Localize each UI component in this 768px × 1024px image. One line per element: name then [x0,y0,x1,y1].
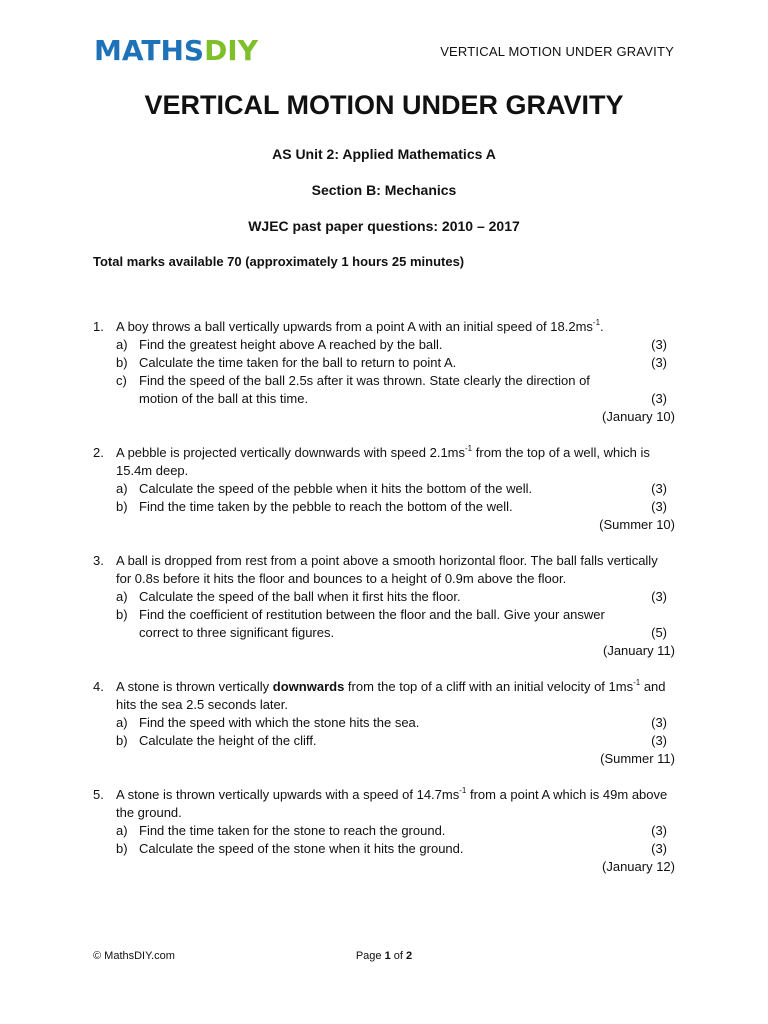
question-part [93,606,675,642]
logo-maths: MATHS [94,34,205,67]
exam-session: (January 11) [602,643,675,658]
question-item [93,678,675,768]
question-text: A stone is thrown vertically [116,679,273,694]
question-stem [93,786,675,822]
question-number: 2. [93,445,104,460]
part-marks: (3) [651,823,667,838]
part-text-continued: correct to three significant figures. [139,625,335,640]
superscript: -1 [465,444,473,453]
section-subtitle: Section B: Mechanics [311,182,457,198]
question-text-end: . [600,319,604,334]
question-part [93,840,675,858]
part-label: b) [116,355,128,370]
question-part [93,354,675,372]
question-part [93,714,675,732]
part-marks: (3) [651,589,667,604]
question-stem [93,678,675,714]
question-number: 4. [93,679,104,694]
part-marks: (3) [651,391,667,406]
total-marks: Total marks available 70 (approximately 1 hours 25 minutes) [93,254,465,269]
question-item [93,552,675,660]
question-part [93,822,675,840]
question-text: A pebble is projected vertically downwards with speed 2.1ms [116,445,466,460]
question-number: 3. [93,553,104,568]
part-label: a) [116,715,128,730]
part-marks: (5) [651,625,667,640]
emphasis-text: downwards [272,679,345,694]
question-item [93,786,675,876]
part-label: a) [116,337,128,352]
question-list [93,318,675,894]
part-label: a) [116,481,128,496]
question-part [93,588,675,606]
footer-copyright: © MathsDIY.com [93,950,175,962]
part-text: Calculate the speed of the stone when it hits the ground. [139,841,464,856]
exam-session: (January 10) [602,409,675,424]
part-text: Find the time taken for the stone to reach the ground. [139,823,446,838]
question-stem [93,444,675,480]
running-header-title: VERTICAL MOTION UNDER GRAVITY [440,44,674,59]
question-text-end: from a point A which is 49m above the ground. [116,787,668,820]
part-text: Calculate the time taken for the ball to return to point A. [139,355,457,370]
question-text: A stone is thrown vertically upwards with a speed of 14.7ms [116,787,460,802]
page-current: 1 [384,950,391,962]
source-subtitle: WJEC past paper questions: 2010 – 2017 [248,218,520,234]
part-marks: (3) [651,481,667,496]
part-text: Find the time taken by the pebble to reach the bottom of the well. [139,499,513,514]
superscript: -1 [459,786,467,795]
part-marks: (3) [651,355,667,370]
part-label: b) [116,733,128,748]
part-label: b) [116,499,128,514]
superscript: -1 [633,678,641,687]
logo-diy: DIY [204,34,258,67]
question-text-end: from the top of a well, which is 15.4m deep. [116,445,650,478]
question-text-end: and hits the sea 2.5 seconds later. [116,679,666,712]
part-marks: (3) [651,733,667,748]
question-part [93,336,675,354]
part-text: Calculate the speed of the pebble when it hits the bottom of the well. [139,481,533,496]
document-title: VERTICAL MOTION UNDER GRAVITY [144,90,624,120]
part-label: b) [116,607,128,622]
question-text: A ball is dropped from rest from a point above a smooth horizontal floor. The ball falls vertically for 0.8s before it hits the floor and bounces to a height of 0.9m above the floor. [116,553,658,586]
superscript: -1 [592,318,601,327]
page-of: of [390,950,407,962]
part-marks: (3) [651,715,667,730]
part-label: a) [116,589,128,604]
part-text: Calculate the speed of the ball when it first hits the floor. [139,589,461,604]
question-stem [93,552,675,588]
part-marks: (3) [651,841,667,856]
part-label: c) [116,373,127,388]
question-part [93,732,675,750]
footer-page-number [0,950,768,962]
part-text: Find the greatest height above A reached by the ball. [139,337,443,352]
part-text: Find the speed of the ball 2.5s after it was thrown. State clearly the direction of [139,373,590,388]
question-number: 5. [93,787,104,802]
question-part [93,372,675,408]
exam-session: (Summer 10) [599,517,675,532]
part-label: b) [116,841,128,856]
page-word: Page [355,950,385,962]
mathsdiy-logo [94,36,258,66]
question-part [93,480,675,498]
exam-session: (January 12) [602,859,675,874]
question-number: 1. [93,319,104,334]
page-total: 2 [406,950,413,962]
exam-session: (Summer 11) [600,751,675,766]
question-stem [93,318,675,336]
part-text-continued: motion of the ball at this time. [139,391,309,406]
part-marks: (3) [651,337,667,352]
unit-subtitle: AS Unit 2: Applied Mathematics A [272,146,496,162]
question-text-mid: from the top of a cliff with an initial velocity of 1ms [344,679,634,694]
question-text: A boy throws a ball vertically upwards from a point A with an initial speed of 18.2ms [116,319,593,334]
part-text: Find the coefficient of restitution between the floor and the ball. Give your answer [139,607,605,622]
question-item [93,444,675,534]
part-text: Find the speed with which the stone hits the sea. [139,715,420,730]
question-part [93,498,675,516]
question-item [93,318,675,426]
part-marks: (3) [651,499,667,514]
part-label: a) [116,823,128,838]
part-text: Calculate the height of the cliff. [139,733,317,748]
